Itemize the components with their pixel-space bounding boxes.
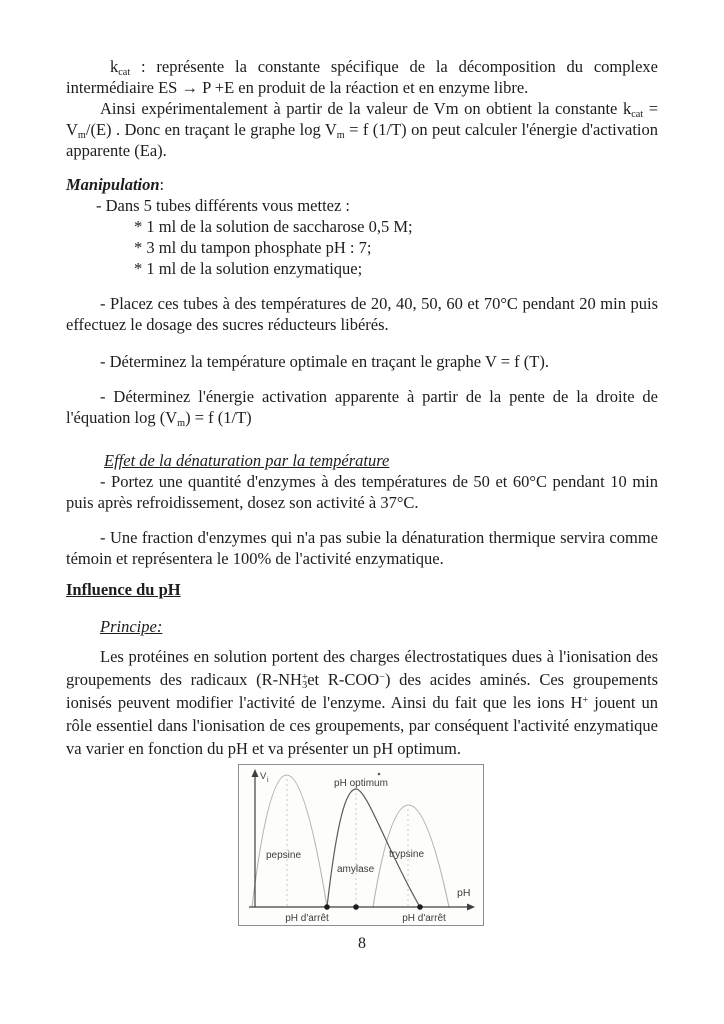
ph-arret-left-label: pH d'arrêt xyxy=(285,913,329,924)
manipulation-colon: : xyxy=(159,175,165,194)
amylase-curve xyxy=(327,789,420,907)
ph-arret-right-dot xyxy=(417,904,423,910)
paragraph-fraction-temoin: - Une fraction d'enzymes qui n'a pas subie la dénaturation thermique servira comme témoin et représentera le 100% de l'activité enzymatique. xyxy=(66,528,658,568)
list-item-dans-5-tubes: - Dans 5 tubes différents vous mettez : xyxy=(96,196,351,215)
heading-manipulation xyxy=(66,174,658,195)
ph-arret-left-dot xyxy=(324,904,330,910)
paragraph-proteines-charges xyxy=(66,645,658,760)
vm-subscript-2: m xyxy=(336,129,345,141)
proteines-text-1: Les protéines en solution portent des charges électrostatiques dues à l'ionisation des groupements des radicaux (R-NH xyxy=(66,647,658,689)
pepsine-curve xyxy=(252,775,327,907)
paragraph-portez-enzymes: - Portez une quantité d'enzymes à des températures de 50 et 60°C pendant 10 min puis après refroidissement, dosez son activité à 37°C. xyxy=(66,472,658,512)
heading-principe xyxy=(66,616,658,637)
effet-denaturation-title: Effet de la dénaturation par la température xyxy=(104,451,390,470)
proteines-text-4: jouent un rôle essentiel dans l'ionisation de ces groupements, par conséquent l'activité enzymatique va varier en fonction du pH et va présenter un pH optimum. xyxy=(66,693,658,758)
manipulation-title: Manipulation xyxy=(66,175,160,194)
trypsine-label: trypsine xyxy=(389,849,425,860)
paragraph-determinez-temperature: - Déterminez la température optimale en traçant le graphe V = f (T). xyxy=(100,352,549,371)
ph-activity-figure xyxy=(238,764,484,926)
paragraph-determinez-energie xyxy=(66,386,658,428)
kcat-symbol: k xyxy=(110,57,119,76)
principe-title: Principe: xyxy=(100,617,163,636)
coo-minus-superscript: − xyxy=(379,671,385,683)
y-axis-arrow-icon xyxy=(252,769,259,777)
h-plus-superscript: + xyxy=(582,694,589,706)
ainsi-text-3: /(E) . Donc en traçant le graphe log V xyxy=(85,120,337,139)
x-axis-label: pH xyxy=(457,887,471,899)
ph-optimum-asterisk-icon xyxy=(378,773,381,776)
ph-optimum-label: pH optimum xyxy=(334,778,388,789)
amylase-label: amylase xyxy=(337,864,375,875)
x-axis-arrow-icon xyxy=(467,904,475,911)
kcat-subscript-2: cat xyxy=(631,108,644,120)
ph-optimum-dot xyxy=(353,904,359,910)
paragraph-ainsi-experimentalement xyxy=(66,98,658,161)
vm-subscript-1: m xyxy=(77,129,86,141)
energie-text-2: ) = f (1/T) xyxy=(185,408,252,427)
y-axis-label: V xyxy=(260,771,267,782)
kcat-subscript: cat xyxy=(118,66,131,78)
list-item-saccharose: * 1 ml de la solution de saccharose 0,5 M; xyxy=(134,217,413,236)
paragraph-kcat-definition xyxy=(66,56,658,98)
nh3-subscript: 3 xyxy=(302,679,308,691)
heading-effet-denaturation xyxy=(66,450,658,471)
list-item-solution-enzymatique: * 1 ml de la solution enzymatique; xyxy=(134,259,363,278)
proteines-text-2: et R-COO xyxy=(307,670,380,689)
influence-ph-title: Influence du pH xyxy=(66,580,181,599)
proteines-text-3: ) des acides aminés. Ces groupements ionisés peuvent modifier l'activité de l'enzyme. Ainsi du fait que les ions H xyxy=(66,670,659,712)
ph-activity-chart xyxy=(239,765,481,925)
paragraph-placez-tubes: - Placez ces tubes à des températures de 20, 40, 50, 60 et 70°C pendant 20 min puis effectuez le dosage des sucres réducteurs libérés. xyxy=(66,294,658,334)
ainsi-text-1: Ainsi expérimentalement à partir de la valeur de Vm on obtient la constante k xyxy=(100,99,632,118)
energie-text-1: - Déterminez l'énergie activation apparente à partir de la pente de la droite de l'équation log (V xyxy=(66,387,658,427)
ainsi-text-2: = V xyxy=(66,99,659,139)
ph-arret-right-label: pH d'arrêt xyxy=(402,913,446,924)
heading-influence-ph xyxy=(66,579,658,600)
page-number: 8 xyxy=(358,935,366,952)
vm-subscript-3: m xyxy=(177,417,186,429)
ainsi-text-4: = f (1/T) on peut calculer l'énergie d'activation apparente (Ea). xyxy=(66,120,658,160)
pepsine-label: pepsine xyxy=(266,850,302,861)
kcat-definition-text: : représente la constante spécifique de la décomposition du complexe intermédiaire ES → P +E en produit de la réaction et en enzyme libre. xyxy=(66,57,658,97)
y-axis-label-sub: i xyxy=(267,777,269,784)
nh-plus-superscript: + xyxy=(301,671,308,683)
list-item-tampon-phosphate: * 3 ml du tampon phosphate pH : 7; xyxy=(134,238,372,257)
